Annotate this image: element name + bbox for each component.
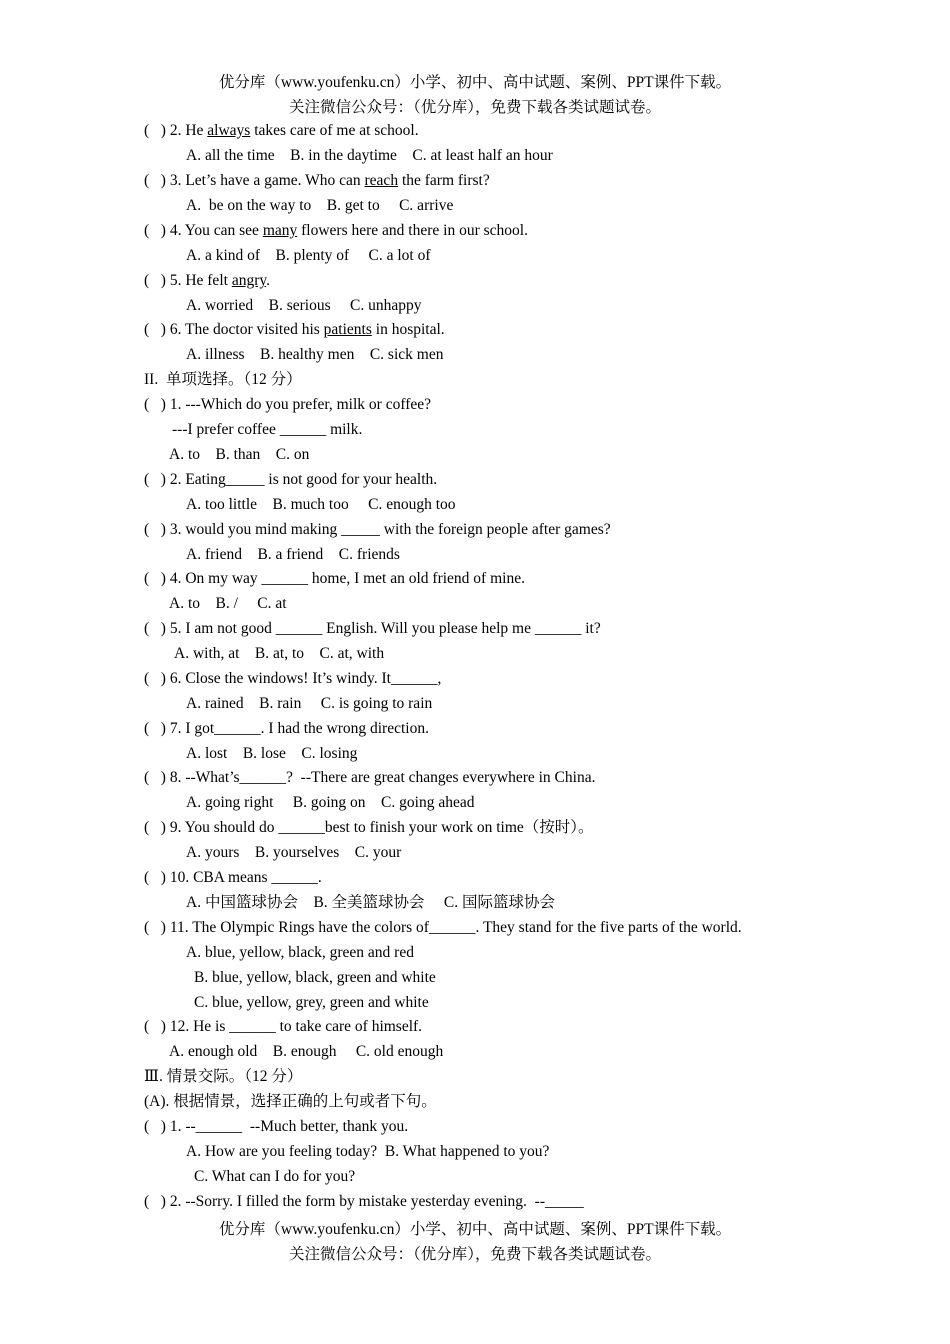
option-2-11-a: A. blue, yellow, black, green and red bbox=[186, 944, 414, 961]
options-1-2: A. all the time B. in the daytime C. at least half an hour bbox=[186, 147, 553, 164]
options-2-12: A. enough old B. enough C. old enough bbox=[169, 1043, 444, 1060]
options-2-5: A. with, at B. at, to C. at, with bbox=[174, 645, 385, 662]
options-3-1-ab: A. How are you feeling today? B. What happened to you? bbox=[186, 1143, 550, 1160]
options-2-10: A. 中国篮球协会 B. 全美篮球协会 C. 国际篮球协会 bbox=[186, 894, 555, 911]
options-2-7: A. lost B. lose C. losing bbox=[186, 745, 358, 762]
question-2-4: ( ) 4. On my way ______ home, I met an old friend of mine. bbox=[144, 570, 525, 587]
question-2-10: ( ) 10. CBA means ______. bbox=[144, 869, 322, 886]
question-2-7: ( ) 7. I got______. I had the wrong direction. bbox=[144, 720, 429, 737]
question-2-1: ( ) 1. ---Which do you prefer, milk or coffee? bbox=[144, 396, 432, 413]
header-line-1: 优分库（www.youfenku.cn）小学、初中、高中试题、案例、PPT课件下载。 bbox=[218, 74, 732, 91]
question-3-2: ( ) 2. --Sorry. I filled the form by mistake yesterday evening. --_____ bbox=[144, 1193, 584, 1210]
option-2-11-b: B. blue, yellow, black, green and white bbox=[194, 969, 436, 986]
options-2-1: A. to B. than C. on bbox=[169, 446, 310, 463]
question-2-1-reply: ---I prefer coffee ______ milk. bbox=[172, 421, 363, 438]
options-1-3: A. be on the way to B. get to C. arrive bbox=[186, 197, 454, 214]
section-subheading-3a: (A). 根据情景，选择正确的上句或者下句。 bbox=[144, 1093, 437, 1110]
options-2-8: A. going right B. going on C. going ahead bbox=[186, 794, 475, 811]
options-2-4: A. to B. / C. at bbox=[169, 595, 287, 612]
question-2-12: ( ) 12. He is ______ to take care of himself. bbox=[144, 1018, 423, 1035]
question-1-3: ( ) 3. Let’s have a game. Who can reach the farm first? bbox=[144, 172, 490, 189]
question-2-3: ( ) 3. would you mind making _____ with the foreign people after games? bbox=[144, 521, 611, 538]
question-1-6: ( ) 6. The doctor visited his patients in hospital. bbox=[144, 321, 445, 338]
section-heading-3: Ⅲ. 情景交际。（12 分） bbox=[144, 1068, 303, 1085]
options-1-6: A. illness B. healthy men C. sick men bbox=[186, 346, 444, 363]
options-2-9: A. yours B. yourselves C. your bbox=[186, 844, 402, 861]
section-heading-2: II. 单项选择。（12 分） bbox=[144, 371, 302, 388]
options-2-2: A. too little B. much too C. enough too bbox=[186, 496, 456, 513]
footer-line-1: 优分库（www.youfenku.cn）小学、初中、高中试题、案例、PPT课件下载。 bbox=[218, 1221, 732, 1238]
options-2-3: A. friend B. a friend C. friends bbox=[186, 546, 400, 563]
options-1-4: A. a kind of B. plenty of C. a lot of bbox=[186, 247, 431, 264]
question-2-9: ( ) 9. You should do ______best to finish your work on time（按时）。 bbox=[144, 819, 594, 836]
question-2-8: ( ) 8. --What’s______? --There are great changes everywhere in China. bbox=[144, 769, 596, 786]
question-2-11: ( ) 11. The Olympic Rings have the colors of______. They stand for the five parts of the world. bbox=[144, 919, 742, 936]
options-2-6: A. rained B. rain C. is going to rain bbox=[186, 695, 433, 712]
option-3-1-c: C. What can I do for you? bbox=[194, 1168, 356, 1185]
options-1-5: A. worried B. serious C. unhappy bbox=[186, 297, 422, 314]
option-2-11-c: C. blue, yellow, grey, green and white bbox=[194, 994, 429, 1011]
question-3-1: ( ) 1. --______ --Much better, thank you. bbox=[144, 1118, 409, 1135]
header-line-2: 关注微信公众号：（优分库），免费下载各类试题试卷。 bbox=[288, 99, 661, 116]
question-1-2: ( ) 2. He always takes care of me at school. bbox=[144, 122, 419, 139]
question-1-4: ( ) 4. You can see many flowers here and there in our school. bbox=[144, 222, 528, 239]
question-2-5: ( ) 5. I am not good ______ English. Will you please help me ______ it? bbox=[144, 620, 601, 637]
question-1-5: ( ) 5. He felt angry. bbox=[144, 272, 270, 289]
question-2-2: ( ) 2. Eating_____ is not good for your health. bbox=[144, 471, 438, 488]
footer-line-2: 关注微信公众号：（优分库），免费下载各类试题试卷。 bbox=[288, 1246, 661, 1263]
question-2-6: ( ) 6. Close the windows! It’s windy. It______, bbox=[144, 670, 442, 687]
